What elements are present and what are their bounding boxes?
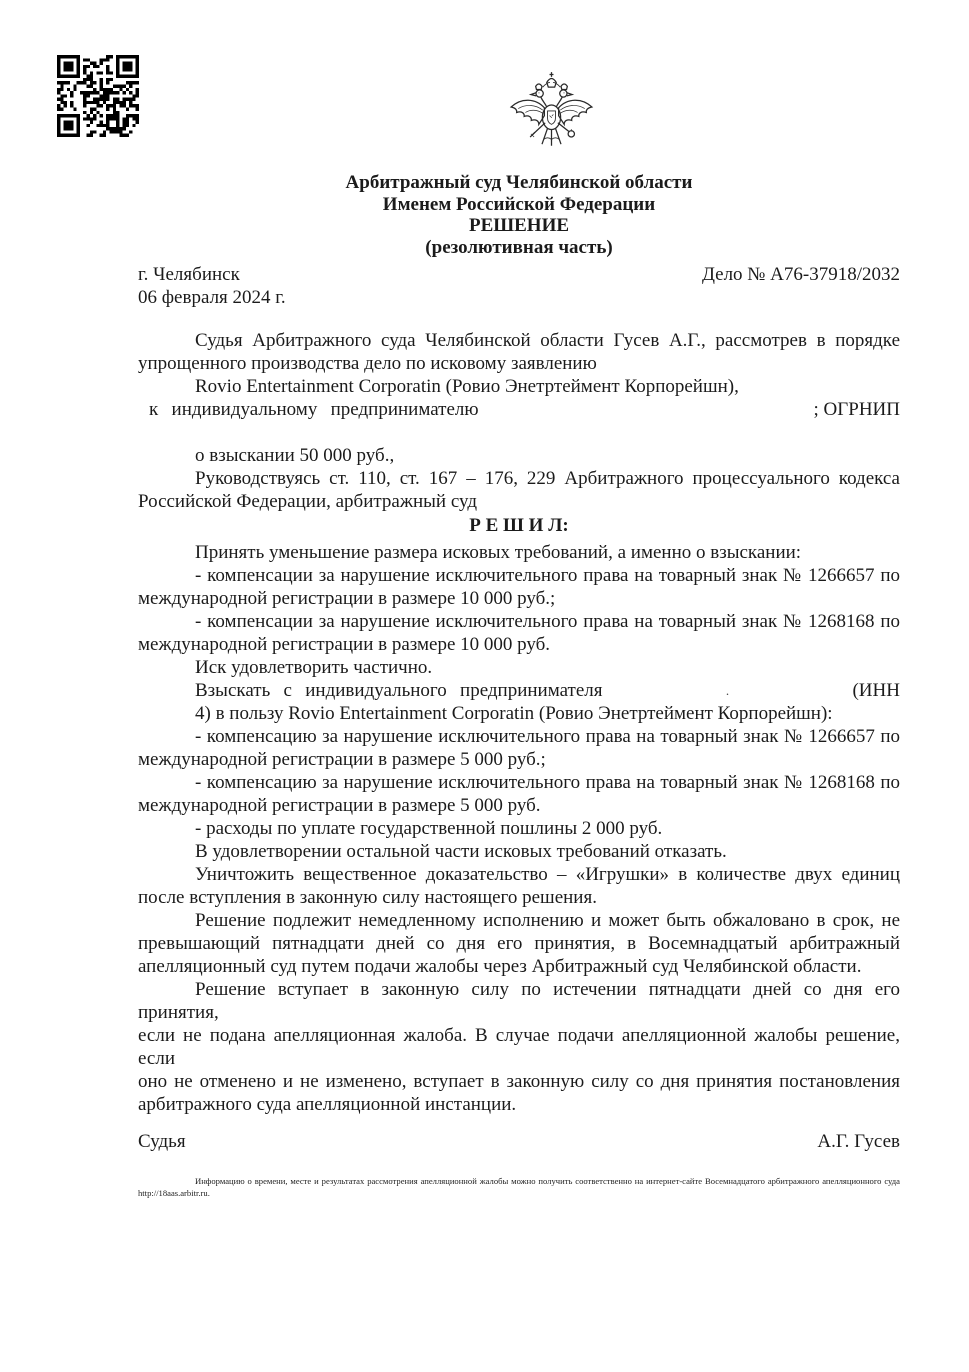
document-line: превышающий пятнадцати дней со дня его принятия, в Восемнадцатый арбитражный: [138, 933, 900, 954]
document-line: - компенсации за нарушение исключительного права на товарный знак № 1268168 по: [195, 611, 900, 632]
document-subtype: (резолютивная часть): [425, 236, 613, 258]
document-title-block: [138, 172, 900, 258]
intro-section: [138, 329, 900, 513]
document-line: - расходы по уплате государственной пошлины 2 000 руб.: [195, 818, 663, 839]
document-line: международной регистрации в размере 5 000 руб.;: [138, 749, 546, 770]
document-line: Rovio Entertainment Corporatin (Ровио Энетртеймент Корпорейшн),: [195, 376, 739, 397]
document-line: Решение подлежит немедленному исполнению и может быть обжаловано в срок, не: [195, 910, 900, 931]
document-line: Уничтожить вещественное доказательство – «Игрушки» в количестве двух единиц: [195, 864, 900, 885]
document-line: - компенсации за нарушение исключительного права на товарный знак № 1266657 по: [195, 565, 900, 586]
document-line: Решение вступает в законную силу по истечении пятнадцати дней со дня его принятия,: [138, 979, 900, 1023]
document-line: международной регистрации в размере 10 000 руб.;: [138, 588, 556, 609]
document-line: Руководствуясь ст. 110, ст. 167 – 176, 229 Арбитражного процессуального кодекса: [195, 468, 900, 489]
document-line: В удовлетворении остальной части исковых требований отказать.: [195, 841, 727, 862]
case-meta: [138, 263, 900, 309]
document-line: если не подана апелляционная жалоба. В случае подачи апелляционной жалобы решение, если: [138, 1025, 900, 1069]
qr-code: [57, 55, 139, 137]
document-line: оно не отменено и не изменено, вступает в законную силу со дня принятия постановления: [138, 1071, 900, 1092]
document-content: [138, 0, 900, 1199]
in-the-name-of-line: Именем Российской Федерации: [382, 193, 656, 215]
document-line: упрощенного производства дело по исковому заявлению: [138, 353, 597, 374]
document-line: http://18aas.arbitr.ru.: [138, 1188, 210, 1198]
document-line: Взыскать с индивидуального предпринимателя . (ИНН: [195, 680, 900, 701]
document-line: после вступления в законную силу настоящего решения.: [138, 887, 597, 908]
case-number: Дело № А76-37918/2032: [701, 264, 900, 285]
document-line: международной регистрации в размере 5 000 руб.: [138, 795, 541, 816]
document-line: Судья Арбитражного суда Челябинской области Гусев А.Г., рассмотрев в порядке: [195, 330, 900, 351]
document-line: [138, 421, 900, 444]
document-line: Принять уменьшение размера исковых требований, а именно о взыскании:: [195, 542, 802, 563]
document-line: арбитражного суда апелляционной инстанции.: [138, 1094, 517, 1115]
resolution-section: [138, 541, 900, 1116]
judge-name: А.Г. Гусев: [817, 1131, 900, 1152]
document-line: апелляционный суд путем подачи жалобы через Арбитражный суд Челябинской области.: [138, 956, 862, 977]
judge-label: Судья: [138, 1131, 186, 1152]
footnote: [138, 1175, 900, 1199]
document-line: о взыскании 50 000 руб.,: [195, 445, 395, 466]
document-line: - компенсацию за нарушение исключительного права на товарный знак № 1266657 по: [195, 726, 900, 747]
document-line: 4) в пользу Rovio Entertainment Corporatin (Ровио Энетртеймент Корпорейшн):: [195, 703, 833, 724]
document-line: Информацию о времени, месте и результатах рассмотрения апелляционной жалобы можно получить соответственно на интернет-сайте Восемнадцатого арбитражного апелляционного суда: [195, 1176, 900, 1186]
decision-date: 06 февраля 2024 г.: [138, 287, 286, 308]
signature-row: [138, 1130, 900, 1153]
document-line: международной регистрации в размере 10 000 руб.: [138, 634, 551, 655]
document-type: РЕШЕНИЕ: [468, 215, 570, 236]
document-line: Иск удовлетворить частично.: [195, 657, 433, 678]
court-name: Арбитражный суд Челябинской области: [345, 172, 693, 193]
resolution-heading: Р Е Ш И Л:: [469, 515, 569, 536]
document-line: Российской Федерации, арбитражный суд: [138, 491, 477, 512]
document-line: к индивидуальному предпринимателю ; ОГРНИП: [149, 399, 900, 420]
document-line: - компенсацию за нарушение исключительного права на товарный знак № 1268168 по: [195, 772, 900, 793]
city: г. Челябинск: [138, 264, 240, 285]
